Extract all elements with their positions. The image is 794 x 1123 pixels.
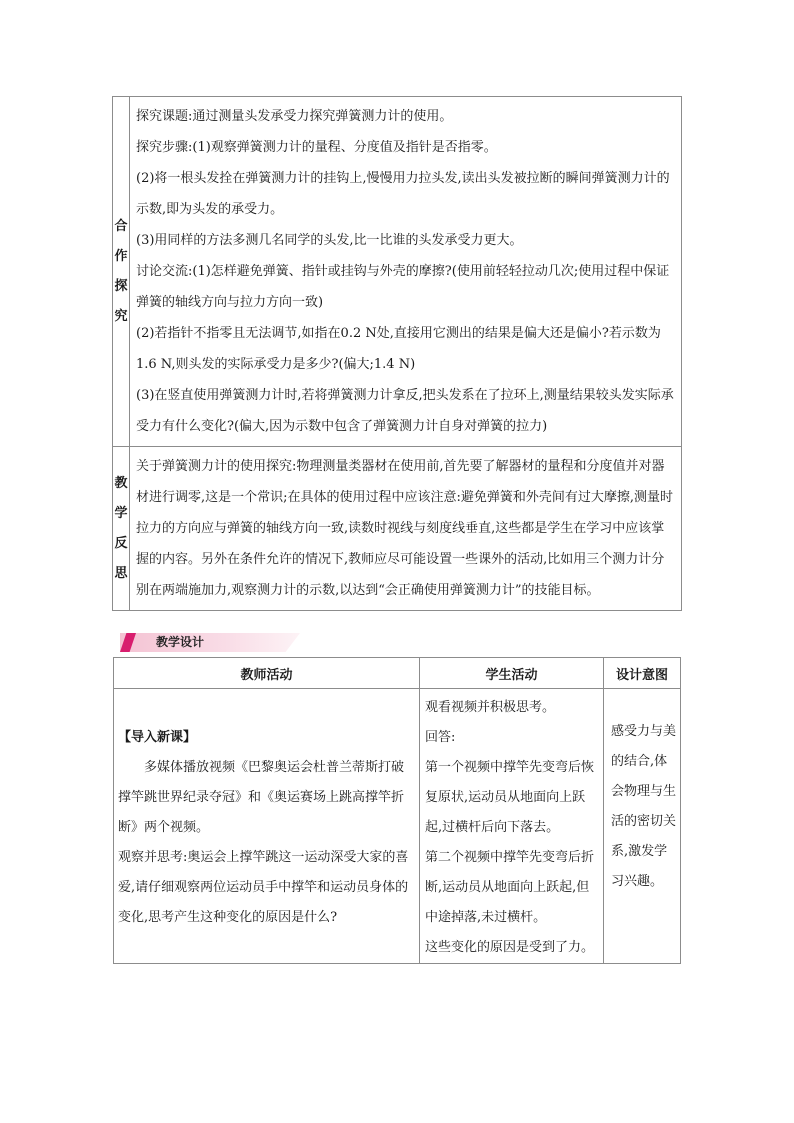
cooperative-inquiry-label: 合 作 探 究 xyxy=(113,97,130,447)
teaching-reflection-label: 教 学 反 思 xyxy=(113,447,130,611)
teacher-para-1: 多媒体播放视频《巴黎奥运会杜普兰蒂斯打破撑竿跳世界纪录夺冠》和《奥运赛场上跳高撑竿折断》两个视频。 xyxy=(118,760,405,835)
intro-heading: 【导入新课】 xyxy=(118,730,197,745)
cooperative-inquiry-content xyxy=(130,97,682,447)
teacher-activity-cell xyxy=(114,689,420,964)
discussion-3: (3)在竖直使用弹簧测力计时,若将弹簧测力计拿反,把头发系在了拉环上,测量结果较头发实际承受力有什么变化?(偏大,因为示数中包含了弹簧测力计自身对弹簧的拉力) xyxy=(136,388,674,434)
inquiry-topic: 探究课题:通过测量头发承受力探究弹簧测力计的使用。 xyxy=(136,109,453,124)
inquiry-step-3: (3)用同样的方法多测几名同学的头发,比一比谁的头发承受力更大。 xyxy=(136,233,523,248)
header-teacher-activity: 教师活动 xyxy=(114,658,420,689)
discussion-2: (2)若指针不指零且无法调节,如指在0.2 N处,直接用它测出的结果是偏大还是偏小?若示数为1.6 N,则头发的实际承受力是多少?(偏大;1.4 N) xyxy=(136,326,661,372)
table-header-row xyxy=(114,658,681,689)
teaching-reflection-content: 关于弹簧测力计的使用探究:物理测量类器材在使用前,首先要了解器材的量程和分度值并对器材进行调零,这是一个常识;在具体的使用过程中应该注意:避免弹簧和外壳间有过大摩擦,测量时拉力的方向应与弹簧的轴线方向一致,读数时视线与刻度线垂直,这些都是学生在学习中应该掌握的内容。另外在条件允许的情况下,教师应尽可能设置一些课外的活动,比如用三个测力计分别在两端施加力,观察测力计的示数,以达到“会正确使用弹簧测力计”的技能目标。 xyxy=(130,447,682,611)
header-design-intent: 设计意图 xyxy=(604,658,681,689)
inquiry-table xyxy=(112,96,682,611)
student-activity-cell: 观看视频并积极思考。 回答: 第一个视频中撑竿先变弯后恢复原状,运动员从地面向上跃起,过横杆后向下落去。 第二个视频中撑竿先变弯后折断,运动员从地面向上跃起,但中途掉落,未过横杆。 这些变化的原因是受到了力。 xyxy=(420,689,604,964)
header-student-activity: 学生活动 xyxy=(420,658,604,689)
inquiry-step-2: (2)将一根头发拴在弹簧测力计的挂钩上,慢慢用力拉头发,读出头发被拉断的瞬间弹簧测力计的示数,即为头发的承受力。 xyxy=(136,171,670,217)
banner-ribbon xyxy=(120,633,300,652)
design-intent-cell: 感受力与美的结合,体会物理与生活的密切关系,激发学习兴趣。 xyxy=(604,689,681,964)
inquiry-step-1: 探究步骤:(1)观察弹簧测力计的量程、分度值及指针是否指零。 xyxy=(136,140,497,155)
section-banner xyxy=(120,633,300,652)
teaching-design-table xyxy=(113,657,681,964)
banner-title: 教学设计 xyxy=(156,635,205,649)
teacher-para-2: 观察并思考:奥运会上撑竿跳这一运动深受大家的喜爱,请仔细观察两位运动员手中撑竿和运动员身体的变化,思考产生这种变化的原因是什么? xyxy=(118,850,409,925)
discussion-1: 讨论交流:(1)怎样避免弹簧、指针或挂钩与外壳的摩擦?(使用前轻轻拉动几次;使用过程中保证弹簧的轴线方向与拉力方向一致) xyxy=(136,264,670,310)
table-row xyxy=(114,689,681,964)
